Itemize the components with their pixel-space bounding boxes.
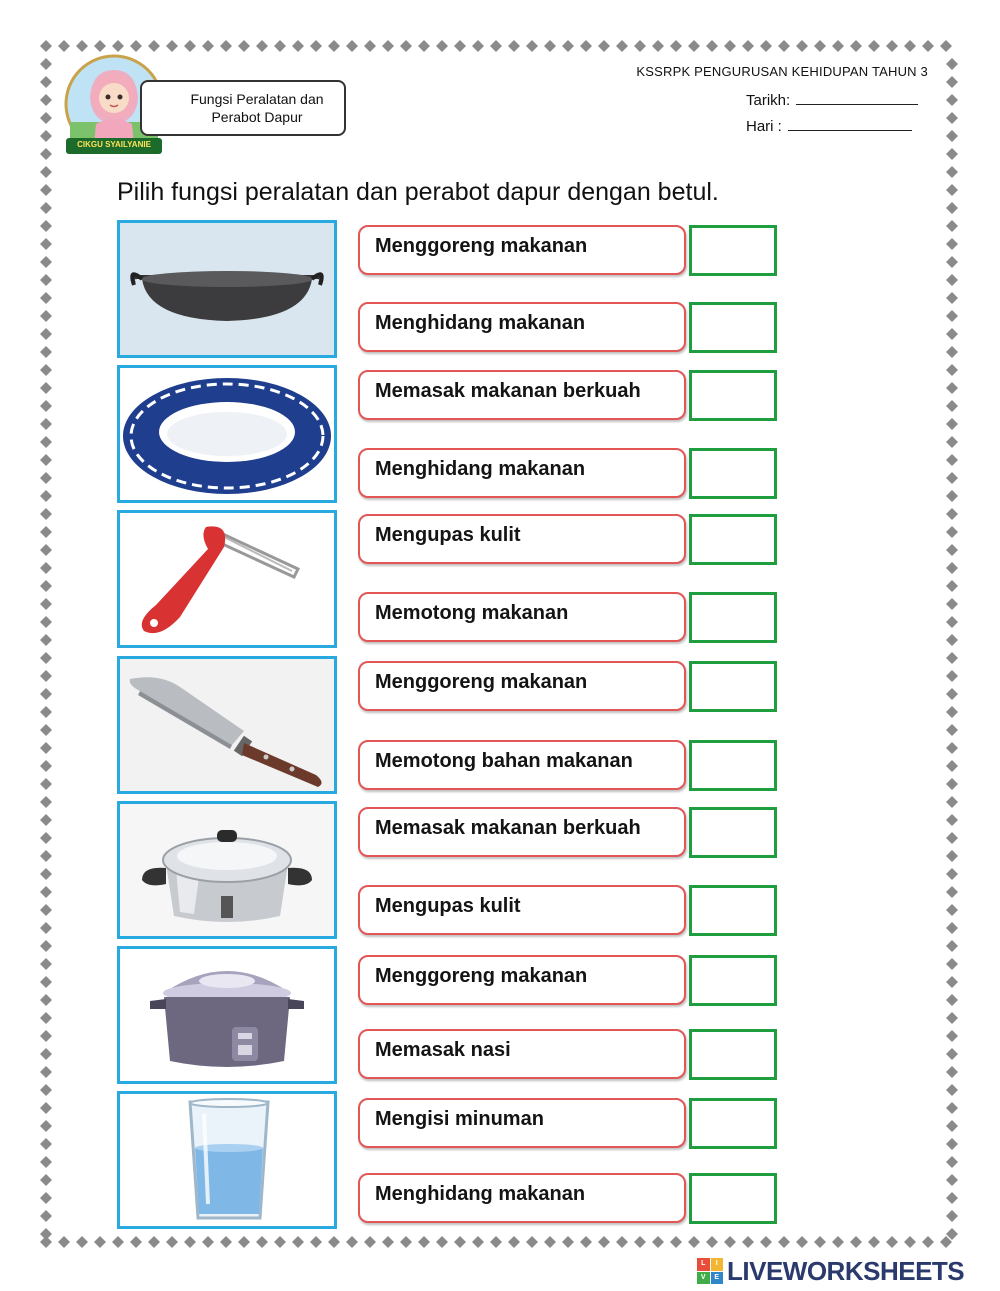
date-line <box>746 90 918 109</box>
border-diamond <box>112 1236 124 1248</box>
border-diamond <box>724 40 736 52</box>
border-diamond <box>364 40 376 52</box>
plate-icon <box>120 368 334 500</box>
border-diamond <box>220 40 232 52</box>
border-diamond <box>40 238 52 250</box>
border-diamond <box>202 1236 214 1248</box>
border-diamond <box>40 1030 52 1042</box>
border-diamond <box>562 40 574 52</box>
border-diamond <box>946 868 958 880</box>
border-diamond <box>946 976 958 988</box>
option-4a[interactable]: Menggoreng makanan <box>358 661 686 711</box>
rice-cooker-icon <box>120 949 334 1081</box>
border-diamond <box>40 130 52 142</box>
border-diamond <box>652 40 664 52</box>
answer-box-1a[interactable] <box>689 225 777 276</box>
border-diamond <box>40 112 52 124</box>
border-diamond <box>946 1228 958 1240</box>
border-diamond <box>40 274 52 286</box>
border-diamond <box>40 976 52 988</box>
border-diamond <box>946 292 958 304</box>
border-diamond <box>886 40 898 52</box>
liveworksheets-badge-icon: L I V E <box>697 1258 723 1284</box>
border-diamond <box>40 832 52 844</box>
border-diamond <box>946 436 958 448</box>
border-diamond <box>946 328 958 340</box>
image-box-2 <box>117 365 337 503</box>
border-diamond <box>238 40 250 52</box>
border-diamond <box>724 1236 736 1248</box>
border-diamond <box>946 58 958 70</box>
border-diamond <box>868 40 880 52</box>
border-diamond <box>778 40 790 52</box>
border-diamond <box>544 1236 556 1248</box>
border-diamond <box>526 40 538 52</box>
knife-icon <box>120 659 334 791</box>
border-diamond <box>40 1174 52 1186</box>
border-diamond <box>946 1102 958 1114</box>
border-diamond <box>814 40 826 52</box>
pot-icon <box>120 804 334 936</box>
border-diamond <box>40 94 52 106</box>
border-diamond <box>40 1048 52 1060</box>
border-diamond <box>904 1236 916 1248</box>
border-diamond <box>40 904 52 916</box>
border-diamond <box>310 1236 322 1248</box>
border-diamond <box>946 310 958 322</box>
border-diamond <box>508 1236 520 1248</box>
border-diamond <box>946 112 958 124</box>
border-diamond <box>94 40 106 52</box>
worksheet-title-box <box>140 80 346 136</box>
border-diamond <box>40 526 52 538</box>
answer-box-3a[interactable] <box>689 514 777 565</box>
answer-box-7a[interactable] <box>689 1098 777 1149</box>
border-diamond <box>256 40 268 52</box>
option-3b[interactable]: Memotong makanan <box>358 592 686 642</box>
border-diamond <box>946 796 958 808</box>
border-diamond <box>946 598 958 610</box>
answer-box-2a[interactable] <box>689 370 777 421</box>
border-diamond <box>526 1236 538 1248</box>
border-diamond <box>946 634 958 646</box>
border-diamond <box>508 40 520 52</box>
instruction-text: Pilih fungsi peralatan dan perabot dapur dengan betul. <box>117 178 719 206</box>
border-diamond <box>580 40 592 52</box>
border-diamond <box>946 1192 958 1204</box>
answer-box-1b[interactable] <box>689 302 777 353</box>
border-diamond <box>40 418 52 430</box>
border-diamond <box>922 1236 934 1248</box>
border-diamond <box>946 508 958 520</box>
answer-box-6a[interactable] <box>689 955 777 1006</box>
day-line <box>746 116 912 135</box>
border-diamond <box>946 166 958 178</box>
border-diamond <box>40 922 52 934</box>
border-diamond <box>166 1236 178 1248</box>
title-line-2: Perabot Dapur <box>211 109 303 125</box>
border-diamond <box>454 1236 466 1248</box>
image-box-3 <box>117 510 337 648</box>
answer-box-3b[interactable] <box>689 592 777 643</box>
border-diamond <box>850 1236 862 1248</box>
border-diamond <box>946 184 958 196</box>
border-diamond <box>946 688 958 700</box>
border-diamond <box>40 1120 52 1132</box>
border-diamond <box>946 832 958 844</box>
border-diamond <box>946 472 958 484</box>
border-diamond <box>40 1156 52 1168</box>
border-diamond <box>946 1210 958 1222</box>
border-diamond <box>946 670 958 682</box>
wok-icon <box>120 223 334 355</box>
border-diamond <box>292 1236 304 1248</box>
border-diamond <box>310 40 322 52</box>
border-diamond <box>946 850 958 862</box>
option-2b[interactable]: Menghidang makanan <box>358 448 686 498</box>
border-diamond <box>946 778 958 790</box>
border-diamond <box>364 1236 376 1248</box>
answer-box-5b[interactable] <box>689 885 777 936</box>
border-diamond <box>946 364 958 376</box>
border-diamond <box>946 904 958 916</box>
border-diamond <box>946 490 958 502</box>
border-diamond <box>40 1084 52 1096</box>
border-diamond <box>796 1236 808 1248</box>
logo-banner-text: CIKGU SYAILYANIE <box>77 140 151 149</box>
border-diamond <box>40 1138 52 1150</box>
border-diamond <box>946 202 958 214</box>
border-diamond <box>688 40 700 52</box>
answer-box-2b[interactable] <box>689 448 777 499</box>
border-diamond <box>40 1012 52 1024</box>
border-diamond <box>490 40 502 52</box>
border-diamond <box>562 1236 574 1248</box>
border-diamond <box>238 1236 250 1248</box>
border-diamond <box>40 220 52 232</box>
border-diamond <box>382 1236 394 1248</box>
border-diamond <box>796 40 808 52</box>
border-diamond <box>40 400 52 412</box>
border-diamond <box>760 1236 772 1248</box>
border-diamond <box>946 958 958 970</box>
border-diamond <box>40 76 52 88</box>
border-diamond <box>292 40 304 52</box>
border-diamond <box>490 1236 502 1248</box>
border-diamond <box>40 1236 52 1248</box>
border-diamond <box>382 40 394 52</box>
border-diamond <box>40 940 52 952</box>
border-diamond <box>40 796 52 808</box>
border-diamond <box>40 994 52 1006</box>
border-diamond <box>40 436 52 448</box>
border-diamond <box>706 40 718 52</box>
border-diamond <box>946 526 958 538</box>
image-box-6 <box>117 946 337 1084</box>
border-diamond <box>40 256 52 268</box>
border-diamond <box>40 1102 52 1114</box>
border-diamond <box>76 1236 88 1248</box>
border-diamond <box>40 724 52 736</box>
date-blank[interactable] <box>796 90 918 105</box>
border-diamond <box>946 706 958 718</box>
border-diamond <box>946 724 958 736</box>
border-diamond <box>400 1236 412 1248</box>
peeler-icon <box>120 513 334 645</box>
border-diamond <box>688 1236 700 1248</box>
liveworksheets-wordmark: LIVEWORKSHEETS <box>727 1255 965 1286</box>
border-diamond <box>40 958 52 970</box>
border-diamond <box>40 364 52 376</box>
border-diamond <box>580 1236 592 1248</box>
border-diamond <box>40 778 52 790</box>
border-diamond <box>544 40 556 52</box>
border-diamond <box>418 1236 430 1248</box>
border-diamond <box>184 40 196 52</box>
border-diamond <box>472 1236 484 1248</box>
border-diamond <box>40 508 52 520</box>
border-diamond <box>94 1236 106 1248</box>
border-diamond <box>946 886 958 898</box>
option-2a[interactable]: Memasak makanan berkuah <box>358 370 686 420</box>
border-diamond <box>904 40 916 52</box>
image-box-5 <box>117 801 337 939</box>
day-blank[interactable] <box>788 116 912 131</box>
border-diamond <box>742 40 754 52</box>
border-diamond <box>40 1210 52 1222</box>
border-diamond <box>454 40 466 52</box>
date-label: Tarikh: <box>746 92 791 109</box>
option-3a[interactable]: Mengupas kulit <box>358 514 686 564</box>
border-diamond <box>616 1236 628 1248</box>
border-diamond <box>946 220 958 232</box>
border-diamond <box>946 994 958 1006</box>
border-diamond <box>832 1236 844 1248</box>
border-diamond <box>946 616 958 628</box>
border-diamond <box>634 40 646 52</box>
border-diamond <box>946 562 958 574</box>
option-6b[interactable]: Memasak nasi <box>358 1029 686 1079</box>
border-diamond <box>868 1236 880 1248</box>
border-diamond <box>346 40 358 52</box>
border-diamond <box>328 1236 340 1248</box>
border-diamond <box>940 1236 952 1248</box>
option-7b[interactable]: Menghidang makanan <box>358 1173 686 1223</box>
border-diamond <box>946 148 958 160</box>
option-1a[interactable]: Menggoreng makanan <box>358 225 686 275</box>
border-diamond <box>40 850 52 862</box>
answer-box-6b[interactable] <box>689 1029 777 1080</box>
border-diamond <box>598 40 610 52</box>
border-diamond <box>40 1228 52 1240</box>
border-diamond <box>946 256 958 268</box>
border-diamond <box>946 814 958 826</box>
border-diamond <box>946 760 958 772</box>
border-diamond <box>946 1012 958 1024</box>
border-diamond <box>148 40 160 52</box>
border-diamond <box>40 670 52 682</box>
border-diamond <box>40 1066 52 1078</box>
border-diamond <box>40 184 52 196</box>
border-diamond <box>40 886 52 898</box>
image-box-7 <box>117 1091 337 1229</box>
border-diamond <box>40 490 52 502</box>
border-diamond <box>946 742 958 754</box>
border-diamond <box>40 544 52 556</box>
border-diamond <box>946 1174 958 1186</box>
border-diamond <box>76 40 88 52</box>
border-diamond <box>946 76 958 88</box>
border-diamond <box>40 706 52 718</box>
border-diamond <box>40 472 52 484</box>
answer-box-5a[interactable] <box>689 807 777 858</box>
border-diamond <box>946 274 958 286</box>
option-1b[interactable]: Menghidang makanan <box>358 302 686 352</box>
border-diamond <box>40 202 52 214</box>
border-diamond <box>598 1236 610 1248</box>
border-diamond <box>40 454 52 466</box>
border-diamond <box>40 328 52 340</box>
border-diamond <box>778 1236 790 1248</box>
border-diamond <box>946 1084 958 1096</box>
border-diamond <box>274 1236 286 1248</box>
border-diamond <box>616 40 628 52</box>
border-diamond <box>40 742 52 754</box>
border-diamond <box>40 292 52 304</box>
border-diamond <box>130 1236 142 1248</box>
border-diamond <box>202 40 214 52</box>
border-diamond <box>850 40 862 52</box>
border-diamond <box>40 598 52 610</box>
border-diamond <box>946 580 958 592</box>
border-diamond <box>946 1156 958 1168</box>
border-diamond <box>706 1236 718 1248</box>
border-diamond <box>814 1236 826 1248</box>
border-diamond <box>652 1236 664 1248</box>
border-diamond <box>946 1066 958 1078</box>
border-diamond <box>346 1236 358 1248</box>
border-diamond <box>886 1236 898 1248</box>
border-diamond <box>112 40 124 52</box>
title-line-1: Fungsi Peralatan dan <box>190 91 324 107</box>
day-label: Hari : <box>746 118 782 135</box>
border-diamond <box>40 148 52 160</box>
border-diamond <box>40 40 52 52</box>
border-diamond <box>40 580 52 592</box>
border-diamond <box>418 40 430 52</box>
border-diamond <box>58 40 70 52</box>
border-diamond <box>670 1236 682 1248</box>
border-diamond <box>40 634 52 646</box>
image-box-1 <box>117 220 337 358</box>
border-diamond <box>946 130 958 142</box>
border-diamond <box>946 1138 958 1150</box>
option-7a[interactable]: Mengisi minuman <box>358 1098 686 1148</box>
border-diamond <box>946 346 958 358</box>
option-6a[interactable]: Menggoreng makanan <box>358 955 686 1005</box>
border-diamond <box>40 58 52 70</box>
border-diamond <box>40 166 52 178</box>
border-diamond <box>40 688 52 700</box>
border-diamond <box>130 40 142 52</box>
border-diamond <box>40 382 52 394</box>
border-diamond <box>58 1236 70 1248</box>
border-diamond <box>946 1120 958 1132</box>
border-diamond <box>946 94 958 106</box>
border-diamond <box>148 1236 160 1248</box>
border-diamond <box>40 868 52 880</box>
option-5a[interactable]: Memasak makanan berkuah <box>358 807 686 857</box>
border-diamond <box>400 40 412 52</box>
border-diamond <box>328 40 340 52</box>
border-diamond <box>40 760 52 772</box>
border-diamond <box>946 1048 958 1060</box>
border-diamond <box>946 238 958 250</box>
border-diamond <box>946 940 958 952</box>
border-diamond <box>40 1192 52 1204</box>
border-diamond <box>220 1236 232 1248</box>
border-diamond <box>946 922 958 934</box>
border-diamond <box>40 616 52 628</box>
border-diamond <box>832 40 844 52</box>
answer-box-4a[interactable] <box>689 661 777 712</box>
border-diamond <box>946 1030 958 1042</box>
border-diamond <box>472 40 484 52</box>
border-diamond <box>946 544 958 556</box>
answer-box-7b[interactable] <box>689 1173 777 1224</box>
border-diamond <box>946 418 958 430</box>
option-5b[interactable]: Mengupas kulit <box>358 885 686 935</box>
border-diamond <box>274 40 286 52</box>
image-box-4 <box>117 656 337 794</box>
border-diamond <box>760 40 772 52</box>
border-diamond <box>922 40 934 52</box>
border-diamond <box>946 400 958 412</box>
border-diamond <box>166 40 178 52</box>
option-4b[interactable]: Memotong bahan makanan <box>358 740 686 790</box>
border-diamond <box>946 454 958 466</box>
course-header: KSSRPK PENGURUSAN KEHIDUPAN TAHUN 3 <box>636 64 928 79</box>
border-diamond <box>670 40 682 52</box>
border-diamond <box>946 382 958 394</box>
liveworksheets-logo[interactable] <box>697 1255 964 1287</box>
answer-box-4b[interactable] <box>689 740 777 791</box>
border-diamond <box>940 40 952 52</box>
border-diamond <box>184 1236 196 1248</box>
border-diamond <box>40 310 52 322</box>
border-diamond <box>634 1236 646 1248</box>
border-diamond <box>40 814 52 826</box>
border-diamond <box>40 346 52 358</box>
border-diamond <box>256 1236 268 1248</box>
border-diamond <box>946 652 958 664</box>
glass-icon <box>120 1094 334 1226</box>
border-diamond <box>40 562 52 574</box>
border-diamond <box>742 1236 754 1248</box>
border-diamond <box>40 652 52 664</box>
border-diamond <box>436 1236 448 1248</box>
border-diamond <box>436 40 448 52</box>
